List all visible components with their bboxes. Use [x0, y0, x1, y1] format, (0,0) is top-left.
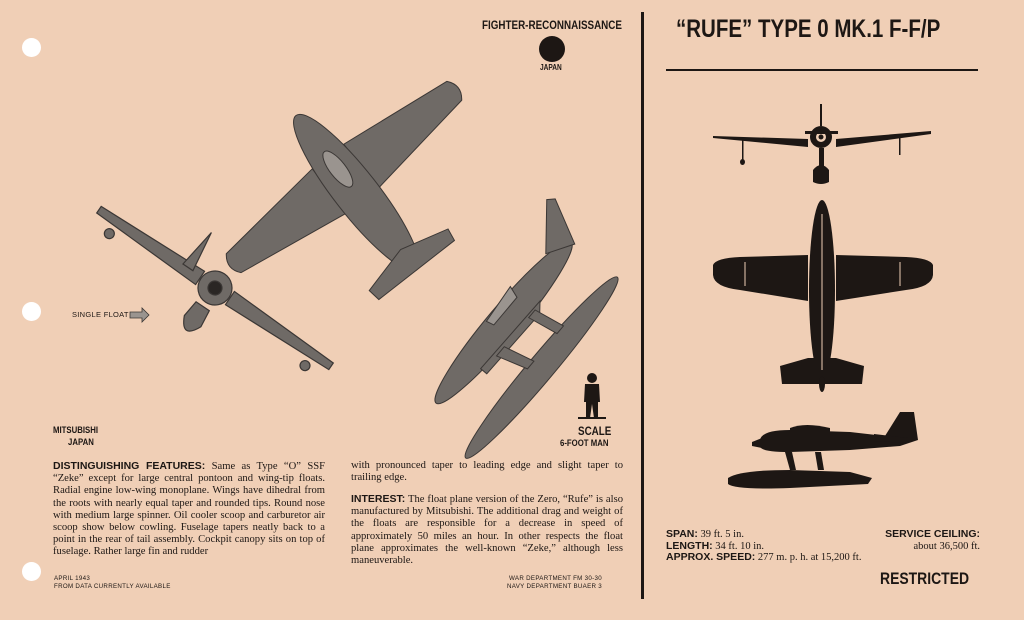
navy-department-ref: NAVY DEPARTMENT BUAER 3: [507, 583, 603, 590]
war-department-ref: WAR DEPARTMENT FM 30-30: [509, 575, 602, 582]
length-label: LENGTH:: [666, 539, 713, 552]
speed-row: [666, 552, 861, 564]
interest-heading: INTEREST:: [351, 493, 406, 505]
speed-label: APPROX. SPEED:: [666, 551, 756, 563]
manufacturer-country: JAPAN: [68, 437, 94, 448]
category-label: FIGHTER-RECONNAISSANCE: [482, 18, 622, 32]
issue-date: APRIL 1943: [54, 575, 91, 582]
data-source-note: FROM DATA CURRENTLY AVAILABLE: [54, 583, 171, 590]
speed-value: 277 m. p. h. at 15,200 ft.: [757, 552, 862, 563]
country-label: JAPAN: [540, 63, 562, 72]
service-ceiling: [860, 529, 980, 552]
distinguishing-features-heading: DISTINGUISHING FEATURES:: [53, 460, 206, 472]
span-value: 39 ft. 5 in.: [700, 529, 744, 540]
distinguishing-features-text: Same as Type “O” SSF “Zeke” except for large central pontoon and wing-tip floats. Radial engine low-wing monoplane. Wings have dihedral from the roots with nearly equal taper and rounded tips. Round nose with medium large spinner. Oil cooler scoop and carburetor air scoop show below cowling. Fuselage tapers neatly back to a point in the rear of tail assembly. Cockpit canopy sits on top of fuselage. Rather large fin and rudder: [53, 461, 326, 558]
distinguishing-features-continued: with pronounced taper to leading edge and slight taper to trailing edge.: [351, 460, 623, 484]
single-float-label: SINGLE FLOAT: [72, 310, 129, 319]
ceiling-value: about 36,500 ft.: [913, 540, 980, 552]
top-silhouette: [713, 200, 933, 392]
span-label: SPAN:: [666, 528, 698, 540]
side-silhouette: [728, 412, 918, 489]
specifications: [666, 529, 861, 564]
scale-label: SCALE: [578, 424, 612, 438]
ceiling-label: SERVICE CEILING:: [885, 528, 980, 540]
aircraft-title: “RUFE” TYPE 0 MK.1 F-F/P: [676, 15, 941, 43]
classification-stamp: RESTRICTED: [880, 569, 970, 588]
length-value: 34 ft. 10 in.: [715, 540, 765, 552]
manufacturer: MITSUBISHI: [53, 425, 99, 436]
scale-sublabel: 6-FOOT MAN: [560, 438, 609, 449]
interest-text: The float plane version of the Zero, “Rufe” is also manufactured by Mitsubishi. The additional drag and weight of the floats are responsible for a decrease in speed of approximately 50 miles an hour. In other respects the float plane approximates the well-known “Zeke,” although less maneuverable.: [351, 494, 623, 567]
front-silhouette: [713, 104, 931, 184]
